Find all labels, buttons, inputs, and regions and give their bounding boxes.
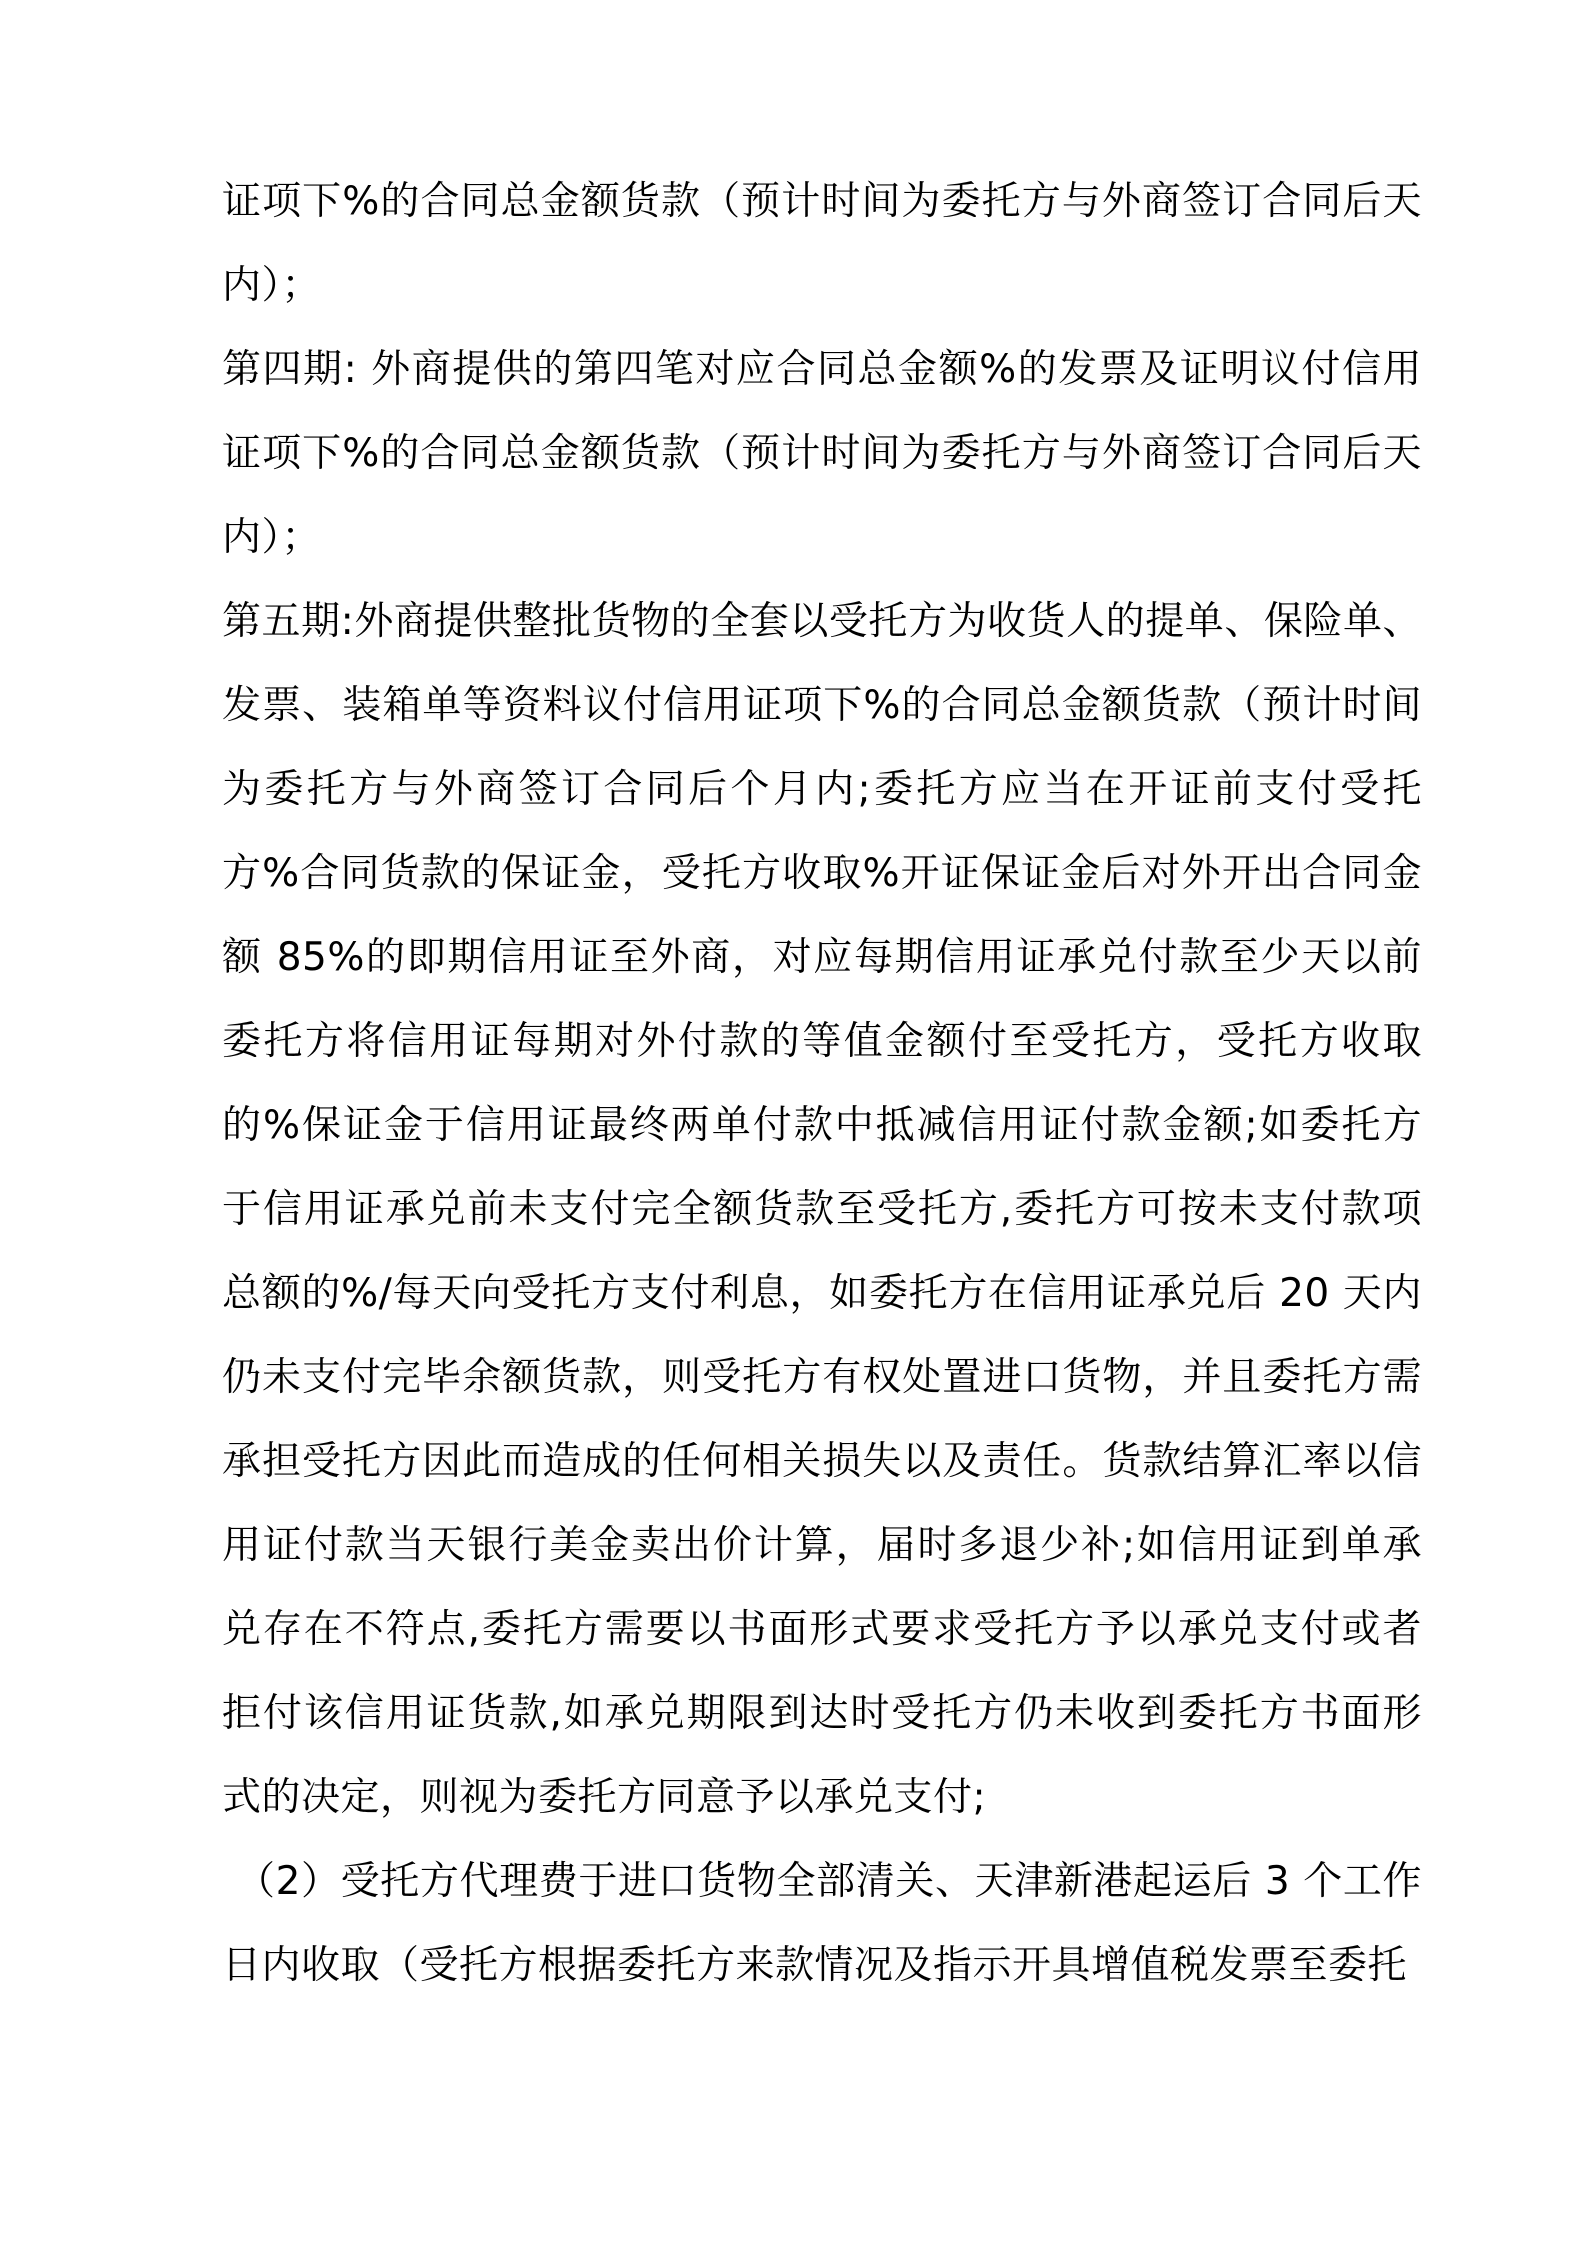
text-line: 仍未支付完毕余额货款，则受托方有权处置进口货物，并且委托方需 — [222, 1355, 1422, 1400]
text-line: 式的决定，则视为委托方同意予以承兑支付; — [222, 1775, 987, 1820]
text-line: 的%保证金于信用证最终两单付款中抵减信用证付款金额;如委托方 — [222, 1103, 1422, 1148]
text-line: 方%合同货款的保证金，受托方收取%开证保证金后对外开出合同金 — [222, 851, 1422, 896]
text-line: 第五期:外商提供整批货物的全套以受托方为收货人的提单、保险单、 — [222, 599, 1422, 644]
text-line: 额 85%的即期信用证至外商，对应每期信用证承兑付款至少天以前 — [222, 935, 1422, 980]
text-line: 第四期: 外商提供的第四笔对应合同总金额%的发票及证明议付信用 — [222, 347, 1422, 392]
text-line: 委托方将信用证每期对外付款的等值金额付至受托方，受托方收取 — [222, 1019, 1422, 1064]
text-line: 为委托方与外商签订合同后个月内;委托方应当在开证前支付受托 — [222, 767, 1422, 812]
text-line: 总额的%/每天向受托方支付利息，如委托方在信用证承兑后 20 天内 — [222, 1271, 1422, 1316]
text-line: （2）受托方代理费于进口货物全部清关、天津新港起运后 3 个工作 — [236, 1859, 1422, 1904]
text-line: 拒付该信用证货款,如承兑期限到达时受托方仍未收到委托方书面形 — [222, 1691, 1422, 1736]
text-line: 内）； — [222, 263, 322, 308]
text-line: 兑存在不符点,委托方需要以书面形式要求受托方予以承兑支付或者 — [222, 1607, 1422, 1652]
text-line: 日内收取（受托方根据委托方来款情况及指示开具增值税发票至委托 — [222, 1943, 1408, 1988]
text-line: 发票、装箱单等资料议付信用证项下%的合同总金额货款（预计时间 — [222, 683, 1422, 728]
text-line: 证项下%的合同总金额货款（预计时间为委托方与外商签订合同后天 — [222, 179, 1422, 224]
text-line: 证项下%的合同总金额货款（预计时间为委托方与外商签订合同后天 — [222, 431, 1422, 476]
text-line: 承担受托方因此而造成的任何相关损失以及责任。货款结算汇率以信 — [222, 1439, 1422, 1484]
text-line: 于信用证承兑前未支付完全额货款至受托方,委托方可按未支付款项 — [222, 1187, 1422, 1232]
document-page — [222, 160, 1422, 2008]
text-line: 用证付款当天银行美金卖出价计算，届时多退少补;如信用证到单承 — [222, 1523, 1422, 1568]
text-line: 内）； — [222, 515, 322, 560]
